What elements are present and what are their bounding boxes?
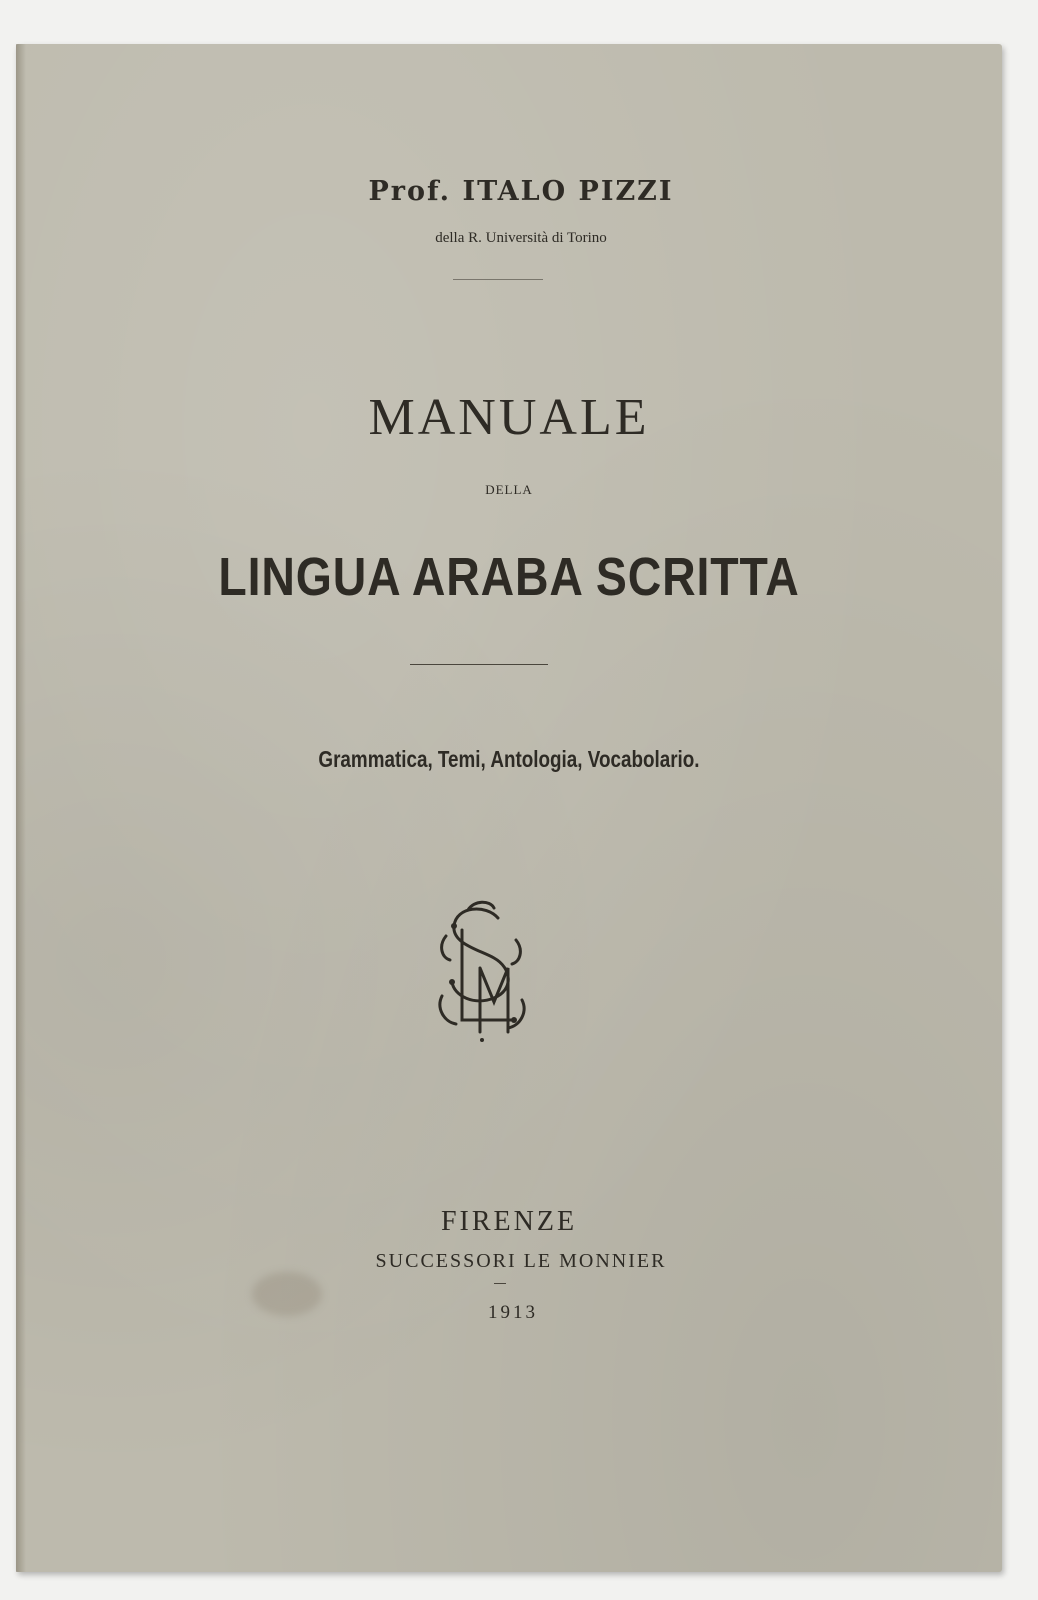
divider-middle [410, 664, 548, 665]
divider-top [453, 279, 543, 280]
publisher-monogram-icon [428, 900, 536, 1042]
publisher-city: FIRENZE [440, 1206, 578, 1237]
title-main: MANUALE [368, 389, 650, 446]
title-connector: DELLA [485, 482, 533, 497]
book-cover [16, 44, 1002, 1572]
author-affiliation: della R. Università di Torino [435, 230, 607, 246]
title-subject: LINGUA ARABA SCRITTA [218, 547, 800, 607]
publisher-name: SUCCESSORI LE MONNIER [375, 1250, 667, 1272]
subtitle-contents: Grammatica, Temi, Antologia, Vocabolario. [318, 746, 700, 772]
divider-bottom [494, 1283, 506, 1284]
publication-year: 1913 [488, 1302, 538, 1323]
author-name: Prof. ITALO PIZZI [368, 176, 674, 207]
